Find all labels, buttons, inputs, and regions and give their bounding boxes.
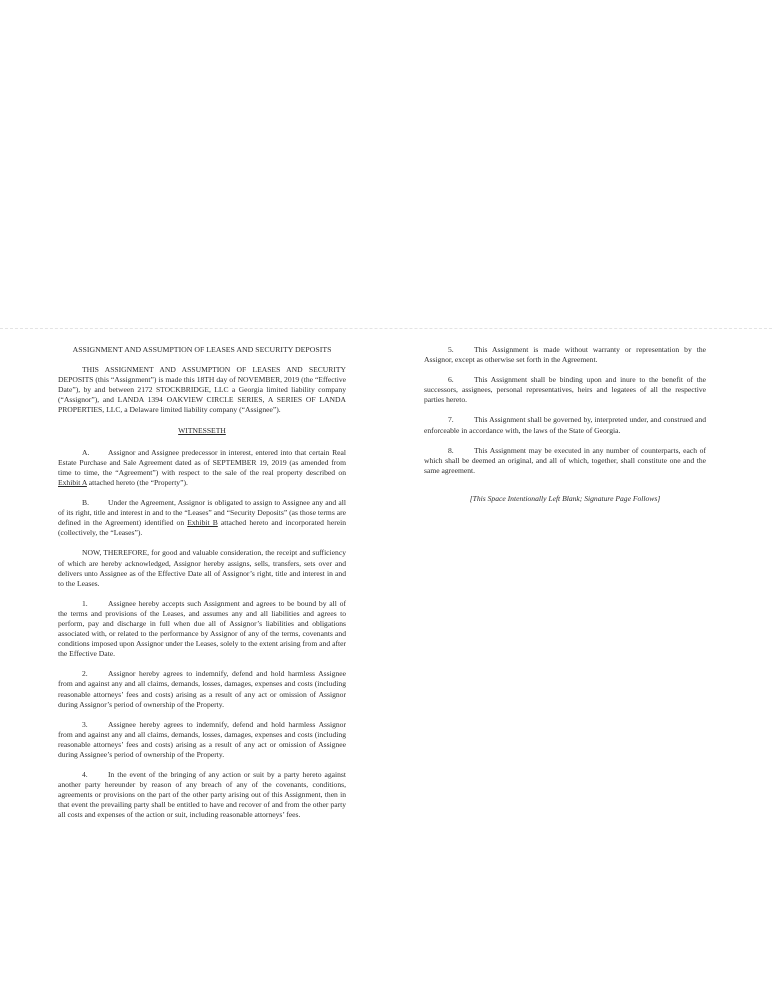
recital-b [58, 498, 346, 538]
section-2 [58, 669, 346, 709]
document-left-column [58, 345, 346, 831]
section-8 [424, 446, 706, 476]
section-3-label: 3. [82, 719, 88, 729]
section-8-label: 8. [448, 445, 454, 455]
section-6-label: 6. [448, 375, 454, 385]
section-7 [424, 415, 706, 435]
section-7-text: This Assignment shall be governed by, interpreted under, and construed and enforceable in accordance with, the laws of the State of Georgia. [424, 415, 706, 435]
recital-b-text-after: attached hereto and incorporated herein (collectively, the “Leases”). [58, 518, 346, 538]
exhibit-b-reference: Exhibit B [187, 518, 218, 528]
section-4-label: 4. [82, 770, 88, 780]
section-5-text: This Assignment is made without warranty or representation by the Assignor, except as otherwise set forth in the Agreement. [424, 345, 706, 365]
section-6 [424, 375, 706, 405]
recital-b-label: B. [82, 498, 89, 508]
section-7-label: 7. [448, 415, 454, 425]
recital-a-label: A. [82, 447, 90, 457]
section-2-text: Assignor hereby agrees to indemnify, defend and hold harmless Assignee from and against any and all claims, demands, losses, damages, expenses and costs (including reasonable attorneys’ fees and costs) arising as a result of any act or omission of Assignor during Assignor’s period of ownership of the Property. [58, 669, 346, 709]
scan-fold-line [0, 328, 772, 329]
section-3-text: Assignee hereby agrees to indemnify, defend and hold harmless Assignor from and against any and all claims, demands, losses, damages, expenses and costs (including reasonable attorneys’ fees and costs) arising as a result of any act or omission of Assignee during Assignee’s period of ownership of the Property. [58, 719, 346, 759]
section-1-text: Assignee hereby accepts such Assignment and agrees to be bound by all of the terms and provisions of the Leases, and assumes any and all liabilities and agrees to perform, pay and discharge in full when due all of Assignor’s liabilities and obligations associated with, or related to the performance by Assignor of any of the terms, covenants and conditions imposed upon Assignor under the Leases, solely to the extent arising from and after the Effective Date. [58, 598, 346, 659]
intro-paragraph: THIS ASSIGNMENT AND ASSUMPTION OF LEASES AND SECURITY DEPOSITS (this “Assignment”) is made this 18TH day of NOVEMBER, 2019 (the “Effective Date”), by and between 2172 STOCKBRIDGE, LLC a Georgia limited liability company (“Assignor”), and LANDA 1394 OAKVIEW CIRCLE SERIES, A SERIES OF LANDA PROPERTIES, LLC, a Delaware limited liability company (“Assignee”). [58, 365, 346, 415]
section-1-label: 1. [82, 598, 88, 608]
section-5-label: 5. [448, 345, 454, 354]
section-4-text: In the event of the bringing of any action or suit by a party hereto against another party hereunder by reason of any breach of any of the covenants, conditions, agreements or provisions on the part of the other party arising out of this Assignment, then in that event the prevailing party shall be entitled to have and recover of and from the other party all costs and expenses of the action or suit, including reasonable attorneys’ fees. [58, 770, 346, 820]
signature-page-note: [This Space Intentionally Left Blank; Signature Page Follows] [469, 493, 661, 503]
document-title: ASSIGNMENT AND ASSUMPTION OF LEASES AND SECURITY DEPOSITS [72, 345, 332, 354]
witnesseth-heading: WITNESSETH [178, 425, 226, 435]
section-8-text: This Assignment may be executed in any number of counterparts, each of which shall be deemed an original, and all of which, together, shall constitute one and the same agreement. [424, 445, 706, 475]
recital-b-text-before: Under the Agreement, Assignor is obligated to assign to Assignee any and all of its right, title and interest in and to the “Leases” and “Security Deposits” (as those terms are defined in the Agreement) identified on [58, 498, 346, 528]
recital-a-text-before: Assignor and Assignee predecessor in interest, entered into that certain Real Estate Purchase and Sale Agreement dated as of SEPTEMBER 19, 2019 (as amended from time to time, the “Agreement”) with respect to the sale of the real property described on [58, 447, 346, 477]
recital-a-text-after: attached hereto (the “Property”). [86, 477, 188, 487]
section-5 [424, 345, 706, 365]
section-6-text: This Assignment shall be binding upon and inure to the benefit of the successors, assignees, personal representatives, heirs and legatees of all the respective parties hereto. [424, 375, 706, 405]
document-right-column [424, 345, 706, 504]
recital-a [58, 448, 346, 488]
section-2-label: 2. [82, 669, 88, 679]
exhibit-a-reference: Exhibit A [58, 477, 87, 487]
now-therefore-paragraph: NOW, THEREFORE, for good and valuable consideration, the receipt and sufficiency of which are hereby acknowledged, Assignor hereby assigns, sells, transfers, sets over and delivers unto Assignee as of the Effective Date all of Assignor’s right, title and interest in and to the Leases. [58, 548, 346, 588]
section-4 [58, 770, 346, 820]
section-3 [58, 720, 346, 760]
section-1 [58, 599, 346, 660]
